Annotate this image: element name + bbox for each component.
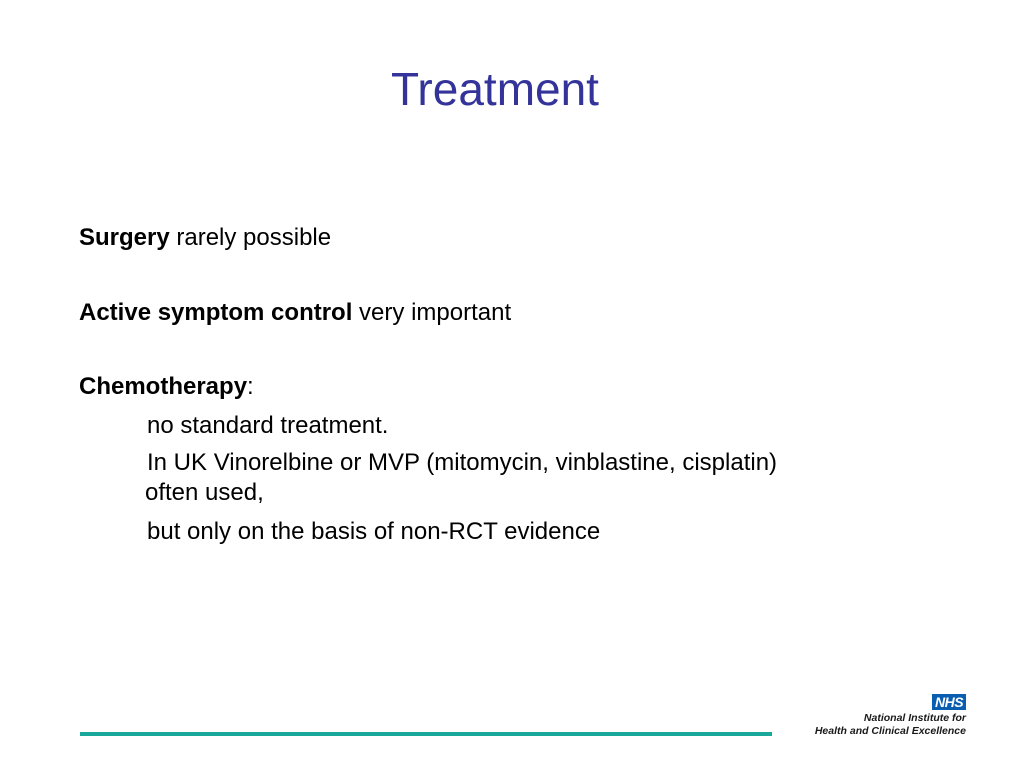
slide-title: Treatment (391, 63, 599, 115)
nice-logo (810, 694, 966, 740)
item-symptom-control-bold: Active symptom control (79, 299, 353, 326)
item-surgery-bold: Surgery (79, 224, 170, 251)
chemo-point-2 (147, 448, 927, 508)
chemo-point-2-line1: In UK Vinorelbine or MVP (mitomycin, vinblastine, cisplatin) (147, 449, 778, 476)
item-chemotherapy-bold: Chemotherapy (79, 373, 248, 400)
nhs-badge: NHS (932, 694, 966, 710)
footer-divider (80, 732, 772, 736)
nice-org-line2: Health and Clinical Excellence (814, 725, 966, 737)
item-surgery (79, 222, 331, 254)
item-symptom-control-rest: very important (352, 299, 512, 326)
item-chemotherapy-rest: : (247, 373, 254, 400)
item-chemotherapy (79, 371, 254, 403)
item-symptom-control (79, 297, 511, 329)
nice-org-line1: National Institute for (863, 712, 966, 724)
chemo-point-1: no standard treatment. (147, 412, 389, 439)
chemo-point-3: but only on the basis of non-RCT evidence (147, 518, 601, 545)
nice-org-name (815, 712, 966, 738)
item-surgery-rest: rarely possible (169, 224, 332, 251)
chemo-point-2-line2: often used, (145, 479, 264, 506)
